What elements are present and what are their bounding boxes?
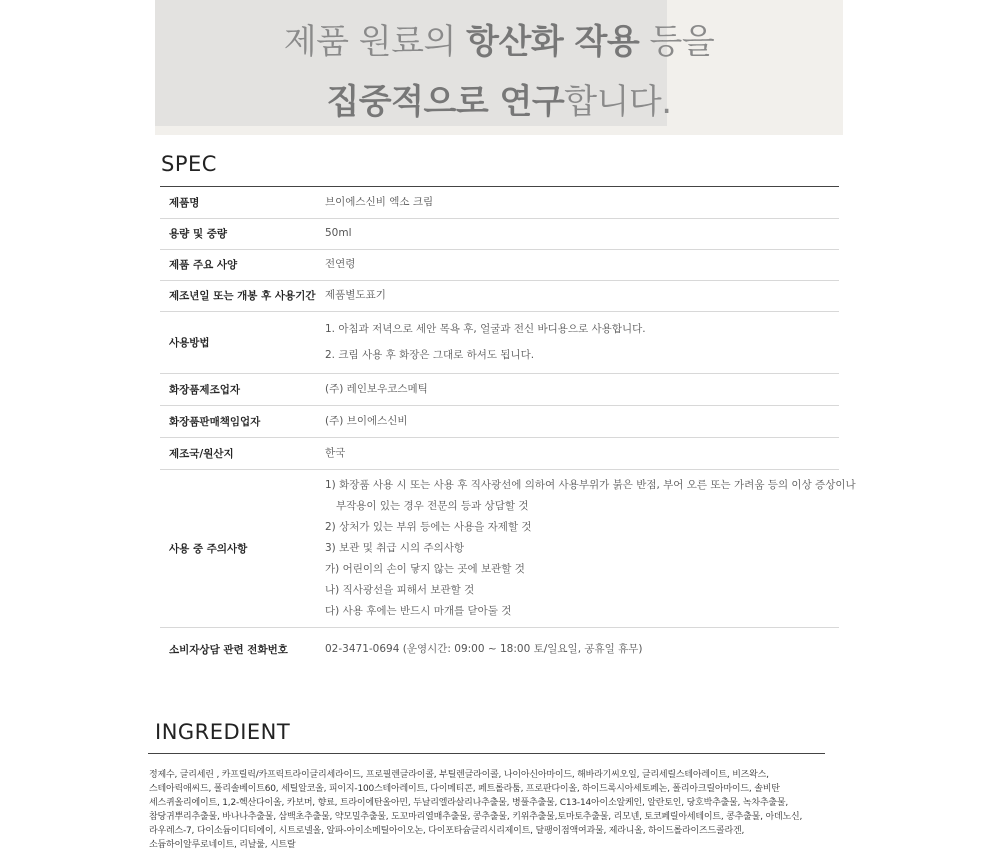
spec-value-line: 다) 사용 후에는 반드시 마개를 닫아둘 것: [325, 604, 512, 617]
hero-text-bold: 항산화 작용: [466, 22, 640, 62]
spec-row: [160, 469, 839, 627]
spec-row: [160, 187, 839, 218]
spec-label: 화장품제조업자: [160, 373, 317, 405]
spec-row: [160, 249, 839, 280]
spec-value: [317, 469, 856, 627]
spec-value-line: 한국: [325, 446, 346, 459]
ingredient-section-title: INGREDIENT: [155, 720, 291, 744]
spec-value-line: 가) 어린이의 손이 닿지 않는 곳에 보관할 것: [325, 562, 525, 575]
spec-label: 제품명: [160, 187, 317, 218]
spec-value: [317, 627, 839, 671]
spec-label: 사용방법: [160, 311, 317, 373]
spec-value: [317, 373, 839, 405]
spec-value: [317, 405, 839, 437]
spec-row: [160, 627, 839, 671]
spec-value-line: 2) 상처가 있는 부위 등에는 사용을 자제할 것: [325, 520, 532, 533]
hero-text: 등을: [639, 22, 715, 62]
spec-value: [317, 187, 839, 218]
ingredient-divider: [148, 753, 825, 754]
spec-value-line: 02-3471-0694 (운영시간: 09:00 ~ 18:00 토/일요일, 공휴일 휴무): [325, 642, 643, 655]
spec-value-line: 나) 직사광선을 피해서 보관할 것: [325, 583, 475, 596]
spec-value: [317, 249, 839, 280]
spec-row: [160, 280, 839, 311]
spec-label: 제품 주요 사양: [160, 249, 317, 280]
spec-value-line: 전연령: [325, 258, 356, 270]
hero-text: 합니다.: [564, 82, 672, 122]
spec-label: 화장품판매책임업자: [160, 405, 317, 437]
spec-row: [160, 373, 839, 405]
spec-row: [160, 311, 839, 373]
spec-table: [160, 187, 856, 671]
hero-text-bold: 집중적으로 연구: [326, 82, 565, 122]
spec-value-line: 부작용이 있는 경우 전문의 등과 상담할 것: [336, 499, 529, 512]
ingredient-list: 정제수, 글리세린 , 카프릴릭/카프릭트라이글리세라이드, 프로필렌글라이콜, 부틸렌글라이콜, 나이아신아마이드, 해바라기씨오일, 글리세릴스테아레이트, 비즈왁스, 스테아릭애씨드, 폴리솔베이트60, 세틸알코올, 피이지-100스테아레이트, 다이메티콘, 페트롤라툼, 프로판다이올, 하이드록시아세토페논, 폴리아크릴아마이드, 솔비탄 세스퀴올리에이트, 1,2-헥산다이올, 카보머, 향료, 트라이에탄올아민, 두날리엘라살리나추출물, 병풀추출물, C13-14아이소알케인, 알란토인, 당호박추출물, 녹차추출물, 참당귀뿌리추출물, 바나나추출물, 삼백초추출물, 약모밀추출물, 도꼬마리열매추출물, 콩추출물, 키위추출물,토마토추출물, 리모넨, 토코페릴아세테이트, 콩추출물, 아데노신, 라우레스-7, 다이소듐이디티에이, 시트로넬올, 알파-아이소메틸아이오논, 다이포타슘글리시리제이트, 달팽이점액여과물, 제라니올, 하이드롤라이즈드콜라겐, 소듐하이알루로네이트, 리날룰, 시트랄: [149, 770, 803, 850]
spec-section-title: SPEC: [161, 152, 217, 176]
spec-value-line: (주) 브이에스신비: [325, 414, 408, 427]
spec-row: [160, 405, 839, 437]
spec-value: [317, 280, 839, 311]
spec-row: [160, 437, 839, 469]
spec-value-line: 50ml: [325, 227, 352, 239]
spec-value: [317, 311, 839, 373]
hero-banner: [155, 0, 843, 135]
spec-value-line: 2. 크림 사용 후 화장은 그대로 하셔도 됩니다.: [325, 349, 535, 361]
spec-value: [317, 218, 839, 249]
spec-label: 제조국/원산지: [160, 437, 317, 469]
hero-headline-line-2: [155, 74, 843, 123]
spec-label: 사용 중 주의사항: [160, 469, 317, 627]
spec-value-line: (주) 레인보우코스메틱: [325, 382, 428, 395]
spec-label: 제조년일 또는 개봉 후 사용기간: [160, 280, 317, 311]
spec-value-line: 3) 보관 및 취급 시의 주의사항: [325, 541, 465, 554]
spec-label: 용량 및 중량: [160, 218, 317, 249]
spec-value-line: 제품별도표기: [325, 289, 386, 301]
hero-headline-line-1: [155, 14, 843, 63]
spec-row: [160, 218, 839, 249]
spec-value-line: 1) 화장품 사용 시 또는 사용 후 직사광선에 의하여 사용부위가 붉은 반점, 부어 오른 또는 가려움 등의 이상 증상이나: [325, 478, 856, 491]
spec-value-line: 1. 아침과 저녁으로 세안 목욕 후, 얼굴과 전신 바디용으로 사용합니다.: [325, 323, 646, 335]
spec-label: 소비자상담 관련 전화번호: [169, 643, 288, 656]
spec-value: [317, 437, 839, 469]
spec-value-line: 브이에스신비 엑소 크림: [325, 195, 434, 208]
hero-text: 제품 원료의: [283, 22, 467, 62]
